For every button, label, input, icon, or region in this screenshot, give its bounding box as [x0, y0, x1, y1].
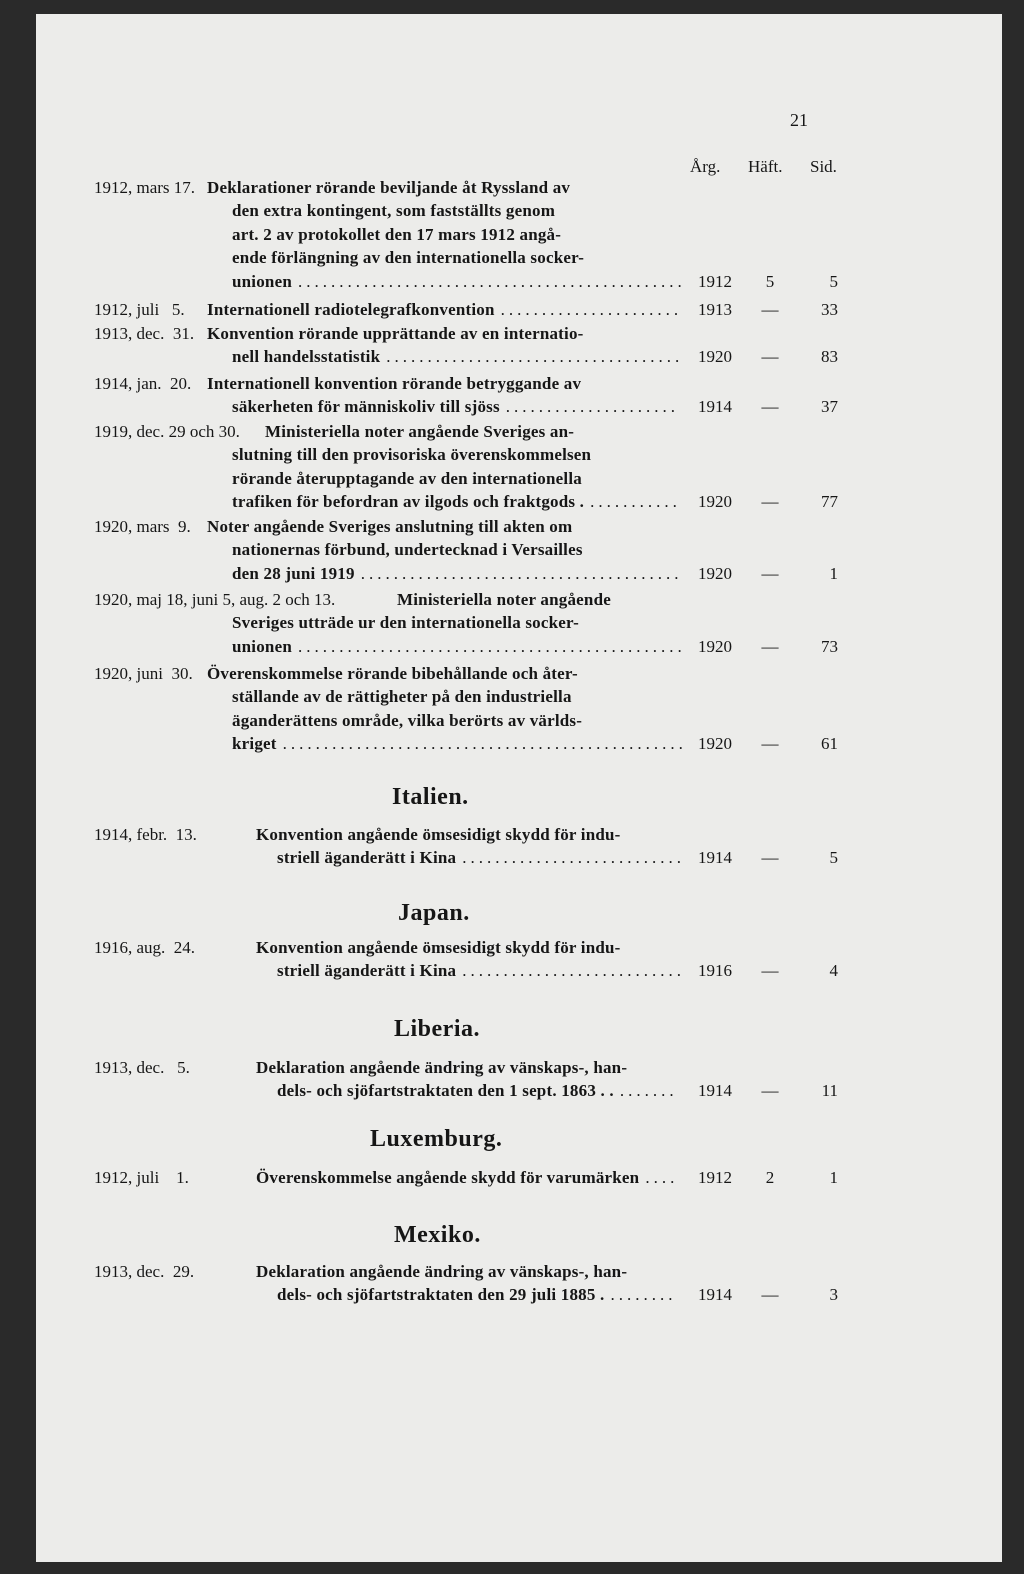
- entry-text: unionen: [232, 636, 292, 656]
- dot-leader: ....: [645, 1168, 679, 1187]
- entry-text: Ministeriella noter angående Sveriges an-: [265, 422, 575, 441]
- entry-text-line: [232, 445, 591, 465]
- dot-leader: .......................................: [360, 563, 683, 583]
- entry-text: Konvention angående ömsesidigt skydd för indu-: [256, 938, 621, 957]
- column-header-argang: Årg.: [690, 157, 721, 176]
- entry-text-line: [232, 540, 583, 560]
- dot-leader: ........: [610, 1285, 677, 1305]
- entry-text: säkerheten för människoliv till sjöss: [232, 397, 500, 417]
- section-title: Mexiko.: [394, 1222, 481, 1248]
- entry-text-line: [207, 664, 578, 684]
- entry-text: Konvention rörande upprättande av en internatio-: [207, 324, 584, 343]
- entry-text: Överenskommelse rörande bibehållande och åter-: [207, 664, 578, 683]
- year-value: 1914: [698, 397, 732, 417]
- dot-leader: .......: [619, 1081, 678, 1101]
- entry-text: den 28 juni 1919: [232, 563, 355, 583]
- haft-value: —: [761, 1285, 779, 1305]
- entry-text-line: [256, 938, 621, 958]
- entry-text: kriget: [232, 734, 277, 754]
- entry-text-line: [256, 1262, 627, 1282]
- sid-value: 4: [829, 961, 838, 981]
- entry-text-line: [232, 248, 584, 268]
- entry-text: nationernas förbund, undertecknad i Versailles: [232, 540, 583, 560]
- entry-text-line: [232, 225, 561, 245]
- year-value: 1920: [698, 734, 732, 754]
- entry-text: Sveriges utträde ur den internationella socker-: [232, 613, 580, 633]
- haft-value: —: [761, 300, 779, 319]
- entry-text-line: [232, 469, 582, 489]
- section-title: Japan.: [398, 900, 470, 926]
- entry-text: unionen: [232, 271, 292, 291]
- entry-text-line: [207, 324, 584, 344]
- sid-value: 73: [821, 636, 838, 656]
- year-value: 1912: [698, 271, 732, 291]
- entry-text-line: [232, 613, 579, 633]
- entry-text: dels- och sjöfartstraktaten den 29 juli 1885 .: [277, 1285, 605, 1305]
- entry-text: trafiken för befordran av ilgods och fraktgods .: [232, 492, 585, 512]
- entry-text: Överenskommelse angående skydd för varumärken: [256, 1168, 640, 1187]
- dot-leader: ...............................................: [298, 636, 686, 656]
- entry-text-line: [207, 374, 581, 394]
- entry-text: Internationell radiotelegrafkonvention: [207, 300, 495, 319]
- sid-value: 5: [829, 271, 838, 291]
- entry-text-line: [232, 687, 572, 707]
- year-value: 1912: [698, 1168, 732, 1187]
- entry-date: 1912, juli 5.: [94, 300, 185, 319]
- sid-value: 61: [821, 734, 838, 754]
- entry-text-line: [256, 1168, 679, 1188]
- entry-text-line: [232, 271, 686, 292]
- entry-text: Noter angående Sveriges anslutning till akten om: [207, 517, 573, 536]
- year-value: 1920: [698, 563, 732, 583]
- entry-date: 1913, dec. 5.: [94, 1058, 190, 1077]
- entry-text-line: [207, 517, 572, 537]
- entry-text-line: [207, 300, 683, 320]
- entry-date: 1914, jan. 20.: [94, 374, 192, 393]
- entry-date: 1914, febr. 13.: [94, 825, 197, 844]
- entry-date: 1919, dec. 29 och 30.: [94, 422, 240, 441]
- entry-text: ende förlängning av den internationella socker-: [232, 248, 585, 268]
- dot-leader: ...........: [590, 492, 681, 512]
- haft-value: —: [761, 961, 779, 981]
- haft-value: 2: [765, 1168, 775, 1187]
- haft-value: —: [761, 347, 779, 367]
- entry-text-line: [232, 492, 681, 512]
- year-value: 1914: [698, 1081, 732, 1101]
- entry-text-line: [256, 825, 621, 845]
- entry-date: 1912, juli 1.: [94, 1168, 189, 1187]
- entry-date: 1913, dec. 31.: [94, 324, 195, 343]
- page-number: 21: [790, 110, 808, 130]
- sid-value: 11: [821, 1081, 838, 1101]
- entry-text-line: [397, 590, 611, 610]
- section-title: Luxemburg.: [370, 1126, 503, 1152]
- sid-value: 1: [829, 563, 838, 583]
- entry-date: 1920, juni 30.: [94, 664, 193, 683]
- entry-text-line: [256, 1058, 627, 1078]
- column-header-haft: Häft.: [748, 157, 783, 176]
- haft-value: —: [761, 734, 779, 754]
- entry-text-line: [232, 636, 686, 657]
- dot-leader: ...........................: [462, 961, 685, 981]
- sid-value: 37: [821, 397, 838, 417]
- entry-text-line: [277, 848, 685, 868]
- haft-value: —: [761, 848, 779, 868]
- year-value: 1914: [698, 1285, 732, 1305]
- entry-text-line: [277, 961, 685, 981]
- year-value: 1916: [698, 961, 732, 981]
- entry-text: äganderättens område, vilka berörts av världs-: [232, 710, 583, 730]
- dot-leader: ...............................................: [298, 271, 686, 291]
- entry-text-line: [232, 397, 680, 417]
- entry-text-line: [265, 422, 574, 442]
- haft-value: —: [761, 397, 779, 417]
- entry-text: den extra kontingent, som fastställts genom: [232, 201, 556, 221]
- entry-text-line: [232, 711, 582, 731]
- entry-text: Internationell konvention rörande betryggande av: [207, 374, 582, 393]
- entry-text: striell äganderätt i Kina: [277, 961, 457, 981]
- entry-date: 1920, mars 9.: [94, 517, 191, 536]
- entry-text: Deklarationer rörande beviljande åt Ryssland av: [207, 178, 571, 197]
- section-title: Italien.: [392, 784, 469, 810]
- entry-text: nell handelsstatistik: [232, 347, 381, 367]
- entry-text-line: [232, 563, 683, 584]
- dot-leader: .................................................: [282, 734, 687, 754]
- year-value: 1913: [698, 300, 732, 319]
- entry-text: rörande återupptagande av den internationella: [232, 468, 582, 488]
- entry-text-line: [232, 201, 555, 221]
- sid-value: 5: [829, 848, 838, 868]
- sid-value: 77: [821, 492, 838, 512]
- haft-value: —: [761, 563, 779, 583]
- entry-text: ställande av de rättigheter på den industriella: [232, 687, 572, 707]
- haft-value: —: [761, 636, 779, 656]
- entry-text: Deklaration angående ändring av vänskaps-, han-: [256, 1262, 628, 1281]
- year-value: 1920: [698, 492, 732, 512]
- entry-date: 1920, maj 18, juni 5, aug. 2 och 13.: [94, 590, 336, 609]
- sid-value: 83: [821, 347, 838, 367]
- entry-text: Konvention angående ömsesidigt skydd för indu-: [256, 825, 621, 844]
- entry-date: 1912, mars 17.: [94, 178, 196, 197]
- entry-text-line: [277, 1285, 677, 1305]
- entry-text: art. 2 av protokollet den 17 mars 1912 angå-: [232, 224, 562, 244]
- entry-text: Ministeriella noter angående: [397, 590, 611, 609]
- dot-leader: ...........................: [462, 848, 685, 868]
- dot-leader: ....................................: [386, 347, 684, 367]
- sid-value: 3: [829, 1285, 838, 1305]
- year-value: 1914: [698, 848, 732, 868]
- haft-value: —: [761, 1081, 779, 1101]
- entry-date: 1916, aug. 24.: [94, 938, 196, 957]
- year-value: 1920: [698, 636, 732, 656]
- haft-value: 5: [765, 271, 775, 291]
- column-header-sid: Sid.: [810, 157, 837, 176]
- entry-text-line: [232, 734, 687, 754]
- entry-text: striell äganderätt i Kina: [277, 848, 457, 868]
- document-page: [36, 14, 1002, 1562]
- sid-value: 33: [821, 300, 838, 319]
- entry-text-line: [277, 1081, 678, 1101]
- section-title: Liberia.: [394, 1016, 480, 1042]
- entry-date: 1913, dec. 29.: [94, 1262, 195, 1281]
- entry-text: Deklaration angående ändring av vänskaps-, han-: [256, 1058, 628, 1077]
- dot-leader: .....................: [505, 397, 680, 417]
- dot-leader: ......................: [500, 300, 683, 319]
- entry-text-line: [232, 347, 684, 367]
- year-value: 1920: [698, 347, 732, 367]
- entry-text: slutning till den provisoriska överenskommelsen: [232, 445, 592, 465]
- sid-value: 1: [829, 1168, 838, 1187]
- haft-value: —: [761, 492, 779, 512]
- entry-text-line: [207, 178, 570, 198]
- entry-text: dels- och sjöfartstraktaten den 1 sept. 1863 . .: [277, 1081, 614, 1101]
